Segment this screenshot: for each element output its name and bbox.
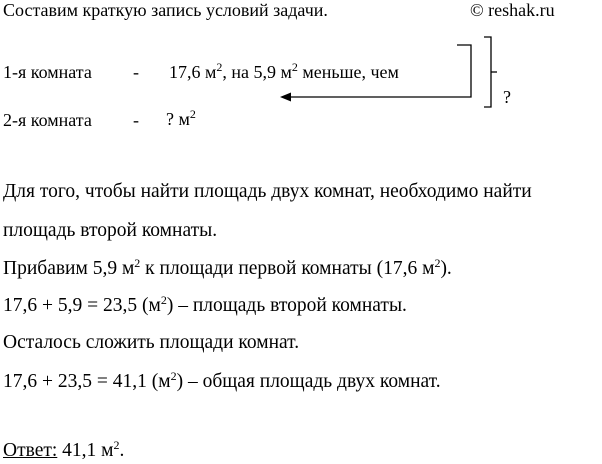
room2-label: 2-я комната — [3, 110, 92, 130]
watermark: © reshak.ru — [470, 0, 555, 20]
equation-second-room — [3, 293, 407, 317]
equation-total — [3, 369, 441, 393]
total-question-mark: ? — [503, 87, 511, 107]
room1-dash: - — [133, 62, 139, 82]
step-add-part2: к площади первой комнаты (17,6 м — [140, 258, 435, 279]
solution-paragraph-line2: площадь второй комнаты. — [3, 220, 218, 241]
total-brace — [484, 37, 497, 107]
room2-value-exponent: 2 — [189, 107, 196, 121]
intro-text: Составим краткую запись условий задачи. — [3, 0, 328, 20]
step-add-part1: Прибавим 5,9 м — [3, 258, 135, 279]
room2-value: ? м — [166, 109, 190, 129]
room1-value: 17,6 м — [169, 62, 217, 82]
step-add-exponent2: 2 — [434, 256, 441, 270]
solution-step-add — [3, 256, 452, 280]
answer-label: Ответ: — [3, 440, 58, 461]
equation1-left: 17,6 + 5,9 = 23,5 (м — [3, 295, 161, 316]
comparison-arrow — [280, 45, 471, 102]
answer-tail: . — [119, 440, 125, 461]
answer-line — [3, 438, 124, 462]
room2-dash: - — [133, 110, 139, 130]
step-add-exponent1: 2 — [134, 256, 141, 270]
step-add-part3: ). — [440, 258, 452, 279]
equation1-exponent: 2 — [160, 293, 167, 307]
room1-value-exponent: 2 — [216, 60, 223, 74]
solution-paragraph-line1: Для того, чтобы найти площадь двух комнат, необходимо найти — [3, 181, 532, 202]
answer-exponent: 2 — [113, 438, 120, 452]
room1-note-exponent: 2 — [291, 60, 298, 74]
room1-note: , на 5,9 м — [222, 62, 292, 82]
equation2-exponent: 2 — [170, 369, 177, 383]
equation2-right: ) – общая площадь двух комнат. — [176, 371, 441, 392]
room1-note-tail: меньше, чем — [297, 62, 399, 82]
room1-label: 1-я комната — [3, 62, 92, 82]
solution-step-sum: Осталось сложить площади комнат. — [3, 332, 300, 353]
equation1-right: ) – площадь второй комнаты. — [166, 295, 407, 316]
equation2-left: 17,6 + 23,5 = 41,1 (м — [3, 371, 171, 392]
answer-value: 41,1 м — [57, 440, 114, 461]
